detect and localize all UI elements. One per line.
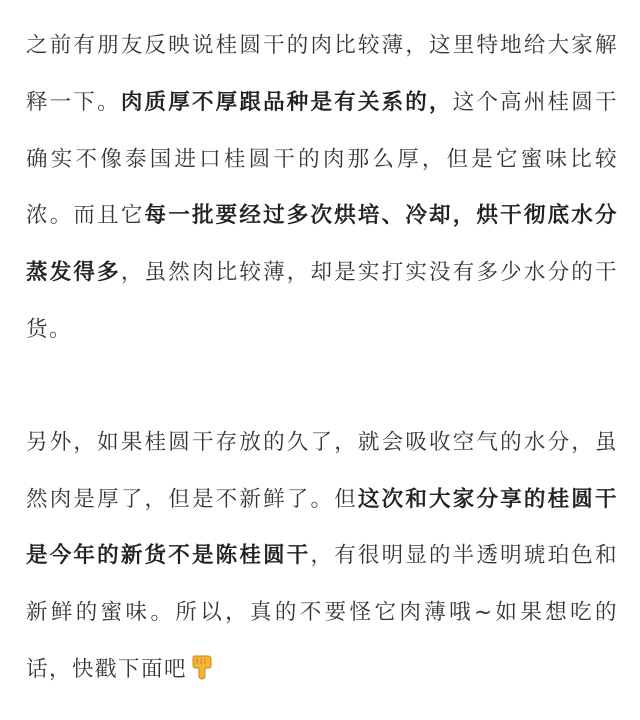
paragraph-2-bold-1: 这次和大家分享的桂圆干是今年的新货不是陈桂圆干 (26, 486, 618, 569)
paragraph-1-text-1: 之前有朋友反映说桂圆干的肉比较薄，这里特地给大家解释一下。 (26, 33, 618, 115)
paragraph-2-text-2: ，有很明显的半透明琥珀色和新鲜的蜜味。所以，真的不要怪它肉薄哦~如果想吃的话，快戳下面吧 (26, 543, 618, 682)
paragraph-1-bold-1: 肉质厚不厚跟品种是有关系的， (120, 89, 453, 115)
paragraph-2-text-1: 另外，如果桂圆干存放的久了，就会吸收空气的水分，虽然肉是厚了，但是不新鲜了。但 (26, 429, 618, 512)
paragraph-1 (26, 18, 618, 359)
article-body (26, 18, 618, 703)
paragraph-1-bold-2: 每一批要经过多次烘培、冷却，烘干彻底水分蒸发得多 (26, 203, 618, 286)
paragraph-1-text-2: 这个高州桂圆干确实不像泰国进口桂圆干的肉那么厚，但是它蜜味比较浓。而且它 (26, 89, 618, 229)
paragraph-2 (26, 415, 618, 703)
paragraph-1-text-3: ，虽然肉比较薄，却是实打实没有多少水分的干货。 (26, 260, 618, 342)
pointing-down-hand-icon (190, 646, 214, 703)
